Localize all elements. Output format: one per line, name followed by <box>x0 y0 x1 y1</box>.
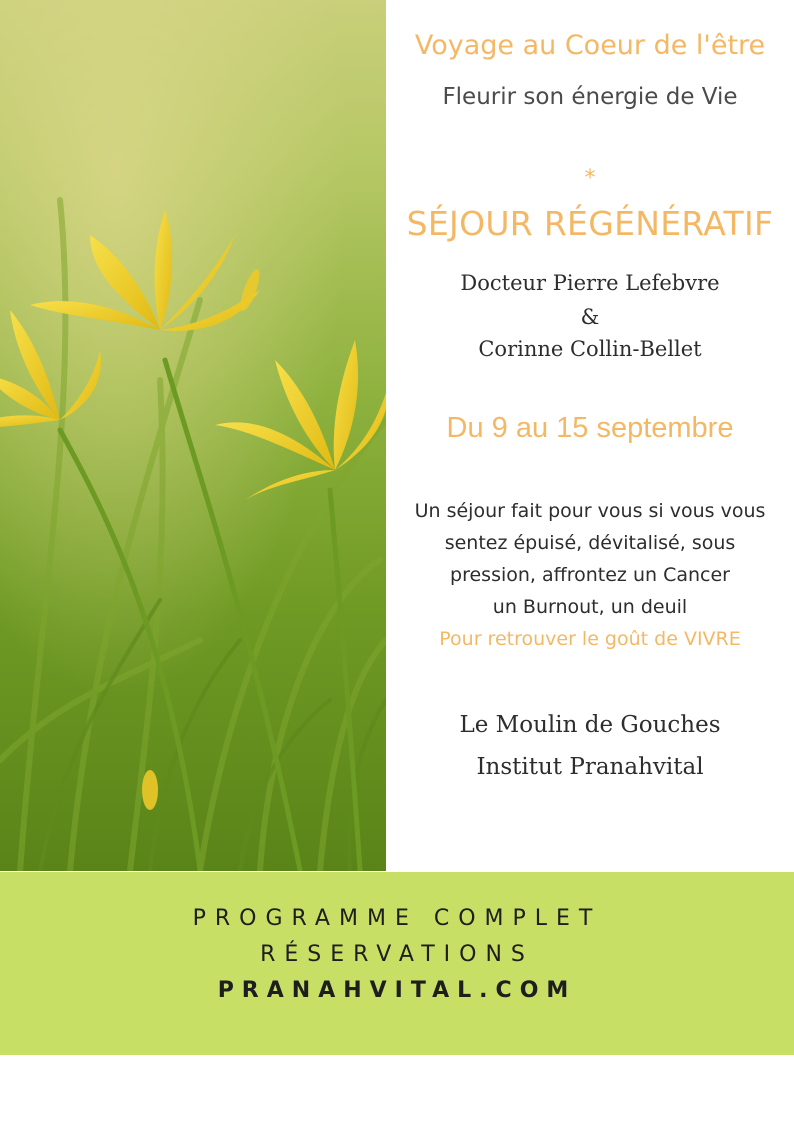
venue-institute: Institut Pranahvital <box>476 754 704 780</box>
ornament-star: * <box>584 166 596 191</box>
poster-subtitle: Fleurir son énergie de Vie <box>442 84 738 110</box>
event-dates: Du 9 au 15 septembre <box>446 412 734 444</box>
reservations-label: RÉSERVATIONS <box>260 942 534 967</box>
event-name: SÉJOUR RÉGÉNÉRATIF <box>406 204 774 243</box>
description-line: sentez épuisé, dévitalisé, sous <box>444 532 736 554</box>
programme-label: PROGRAMME COMPLET <box>192 906 602 931</box>
description-line: un Burnout, un deuil <box>492 596 688 618</box>
host-2: Corinne Collin-Bellet <box>478 337 702 361</box>
venue-name: Le Moulin de Gouches <box>459 712 721 738</box>
host-1: Docteur Pierre Lefebvre <box>460 271 720 295</box>
yellow-flowers-illustration <box>0 0 386 871</box>
flower-photo <box>0 0 386 871</box>
tagline: Pour retrouver le goût de VIVRE <box>439 628 741 650</box>
poster-title: Voyage au Coeur de l'être <box>414 30 766 61</box>
footer-banner <box>0 872 794 1055</box>
description-line: pression, affrontez un Cancer <box>450 564 730 586</box>
host-ampersand: & <box>580 305 600 329</box>
info-column <box>386 0 794 871</box>
website-link[interactable]: PRANAHVITAL.COM <box>217 978 577 1003</box>
description-line: Un séjour fait pour vous si vous vous <box>414 500 766 522</box>
